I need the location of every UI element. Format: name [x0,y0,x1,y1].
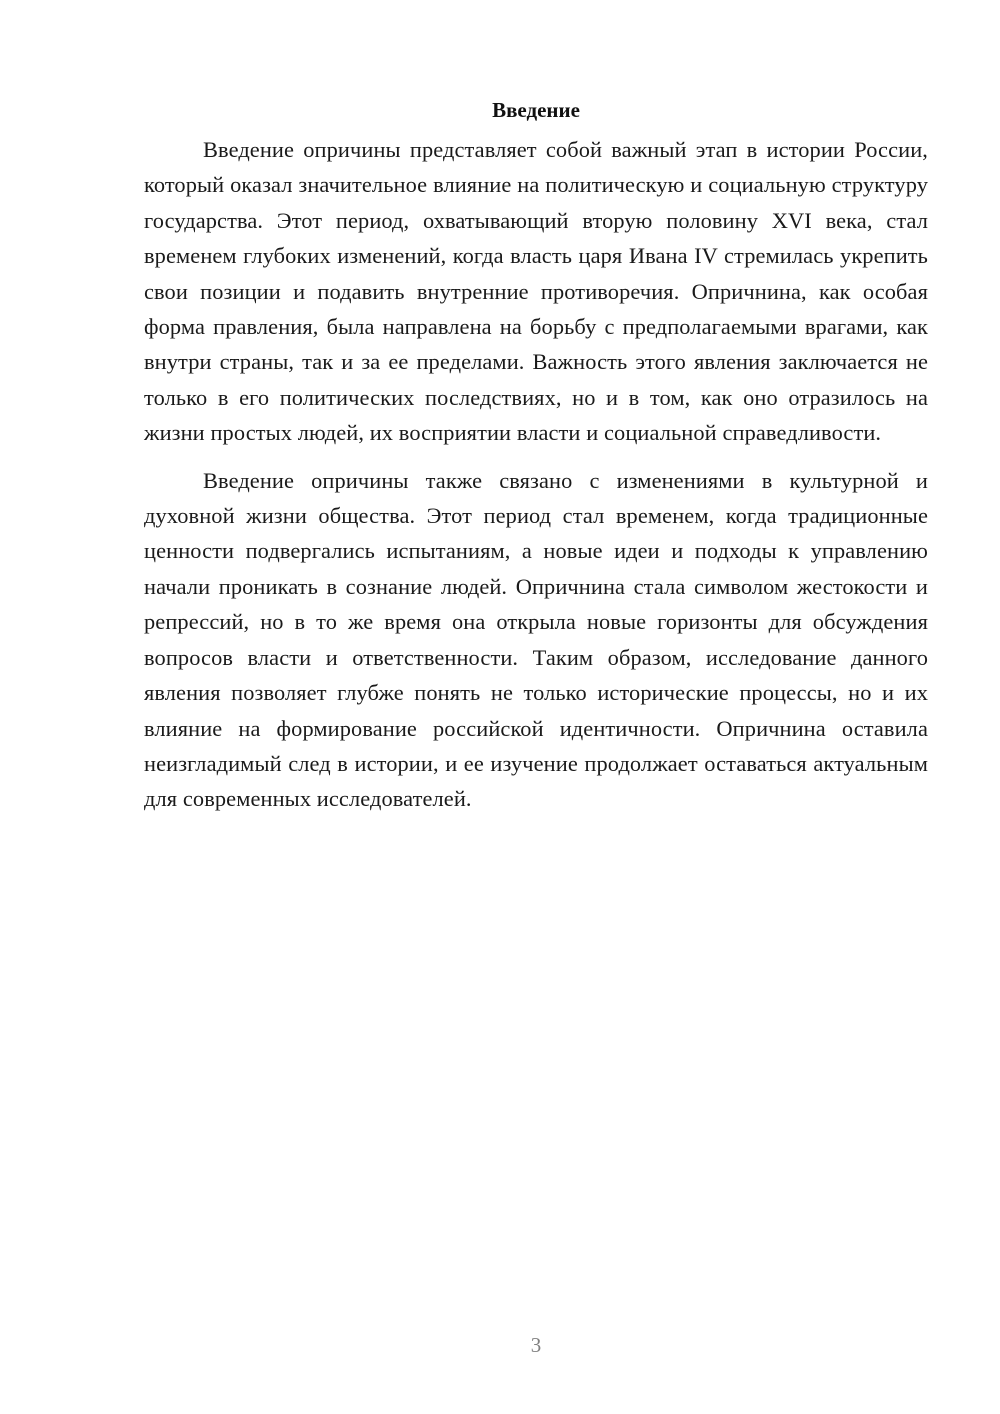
page-number: 3 [530,1333,542,1357]
section-title: Введение [492,98,580,122]
document-body [144,92,928,817]
paragraph-1: Введение опричины представляет собой важный этап в истории России, который оказал значительное влияние на политическую и социальную структуру государства. Этот период, охватывающий вторую половину XVI века, стал временем глубоких изменений, когда власть царя Ивана IV стремилась укрепить свои позиции и подавить внутренние противоречия. Опричнина, как особая форма правления, была направлена на борьбу с предполагаемыми врагами, как внутри страны, так и за ее пределами. Важность этого явления заключается не только в его политических последствиях, но и в том, как оно отразилось на жизни простых людей, их восприятии власти и социальной справедливости. [144,137,928,446]
paragraph-2: Введение опричины также связано с изменениями в культурной и духовной жизни общества. Этот период стал временем, когда традиционные ценности подвергались испытаниям, а новые идеи и подходы к управлению начали проникать в сознание людей. Опричнина стала символом жестокости и репрессий, но в то же время она открыла новые горизонты для обсуждения вопросов власти и ответственности. Таким образом, исследование данного явления позволяет глубже понять не только исторические процессы, но и их влияние на формирование российской идентичности. Опричнина оставила неизгладимый след в истории, и ее изучение продолжает оставаться актуальным для современных исследователей. [144,467,928,812]
